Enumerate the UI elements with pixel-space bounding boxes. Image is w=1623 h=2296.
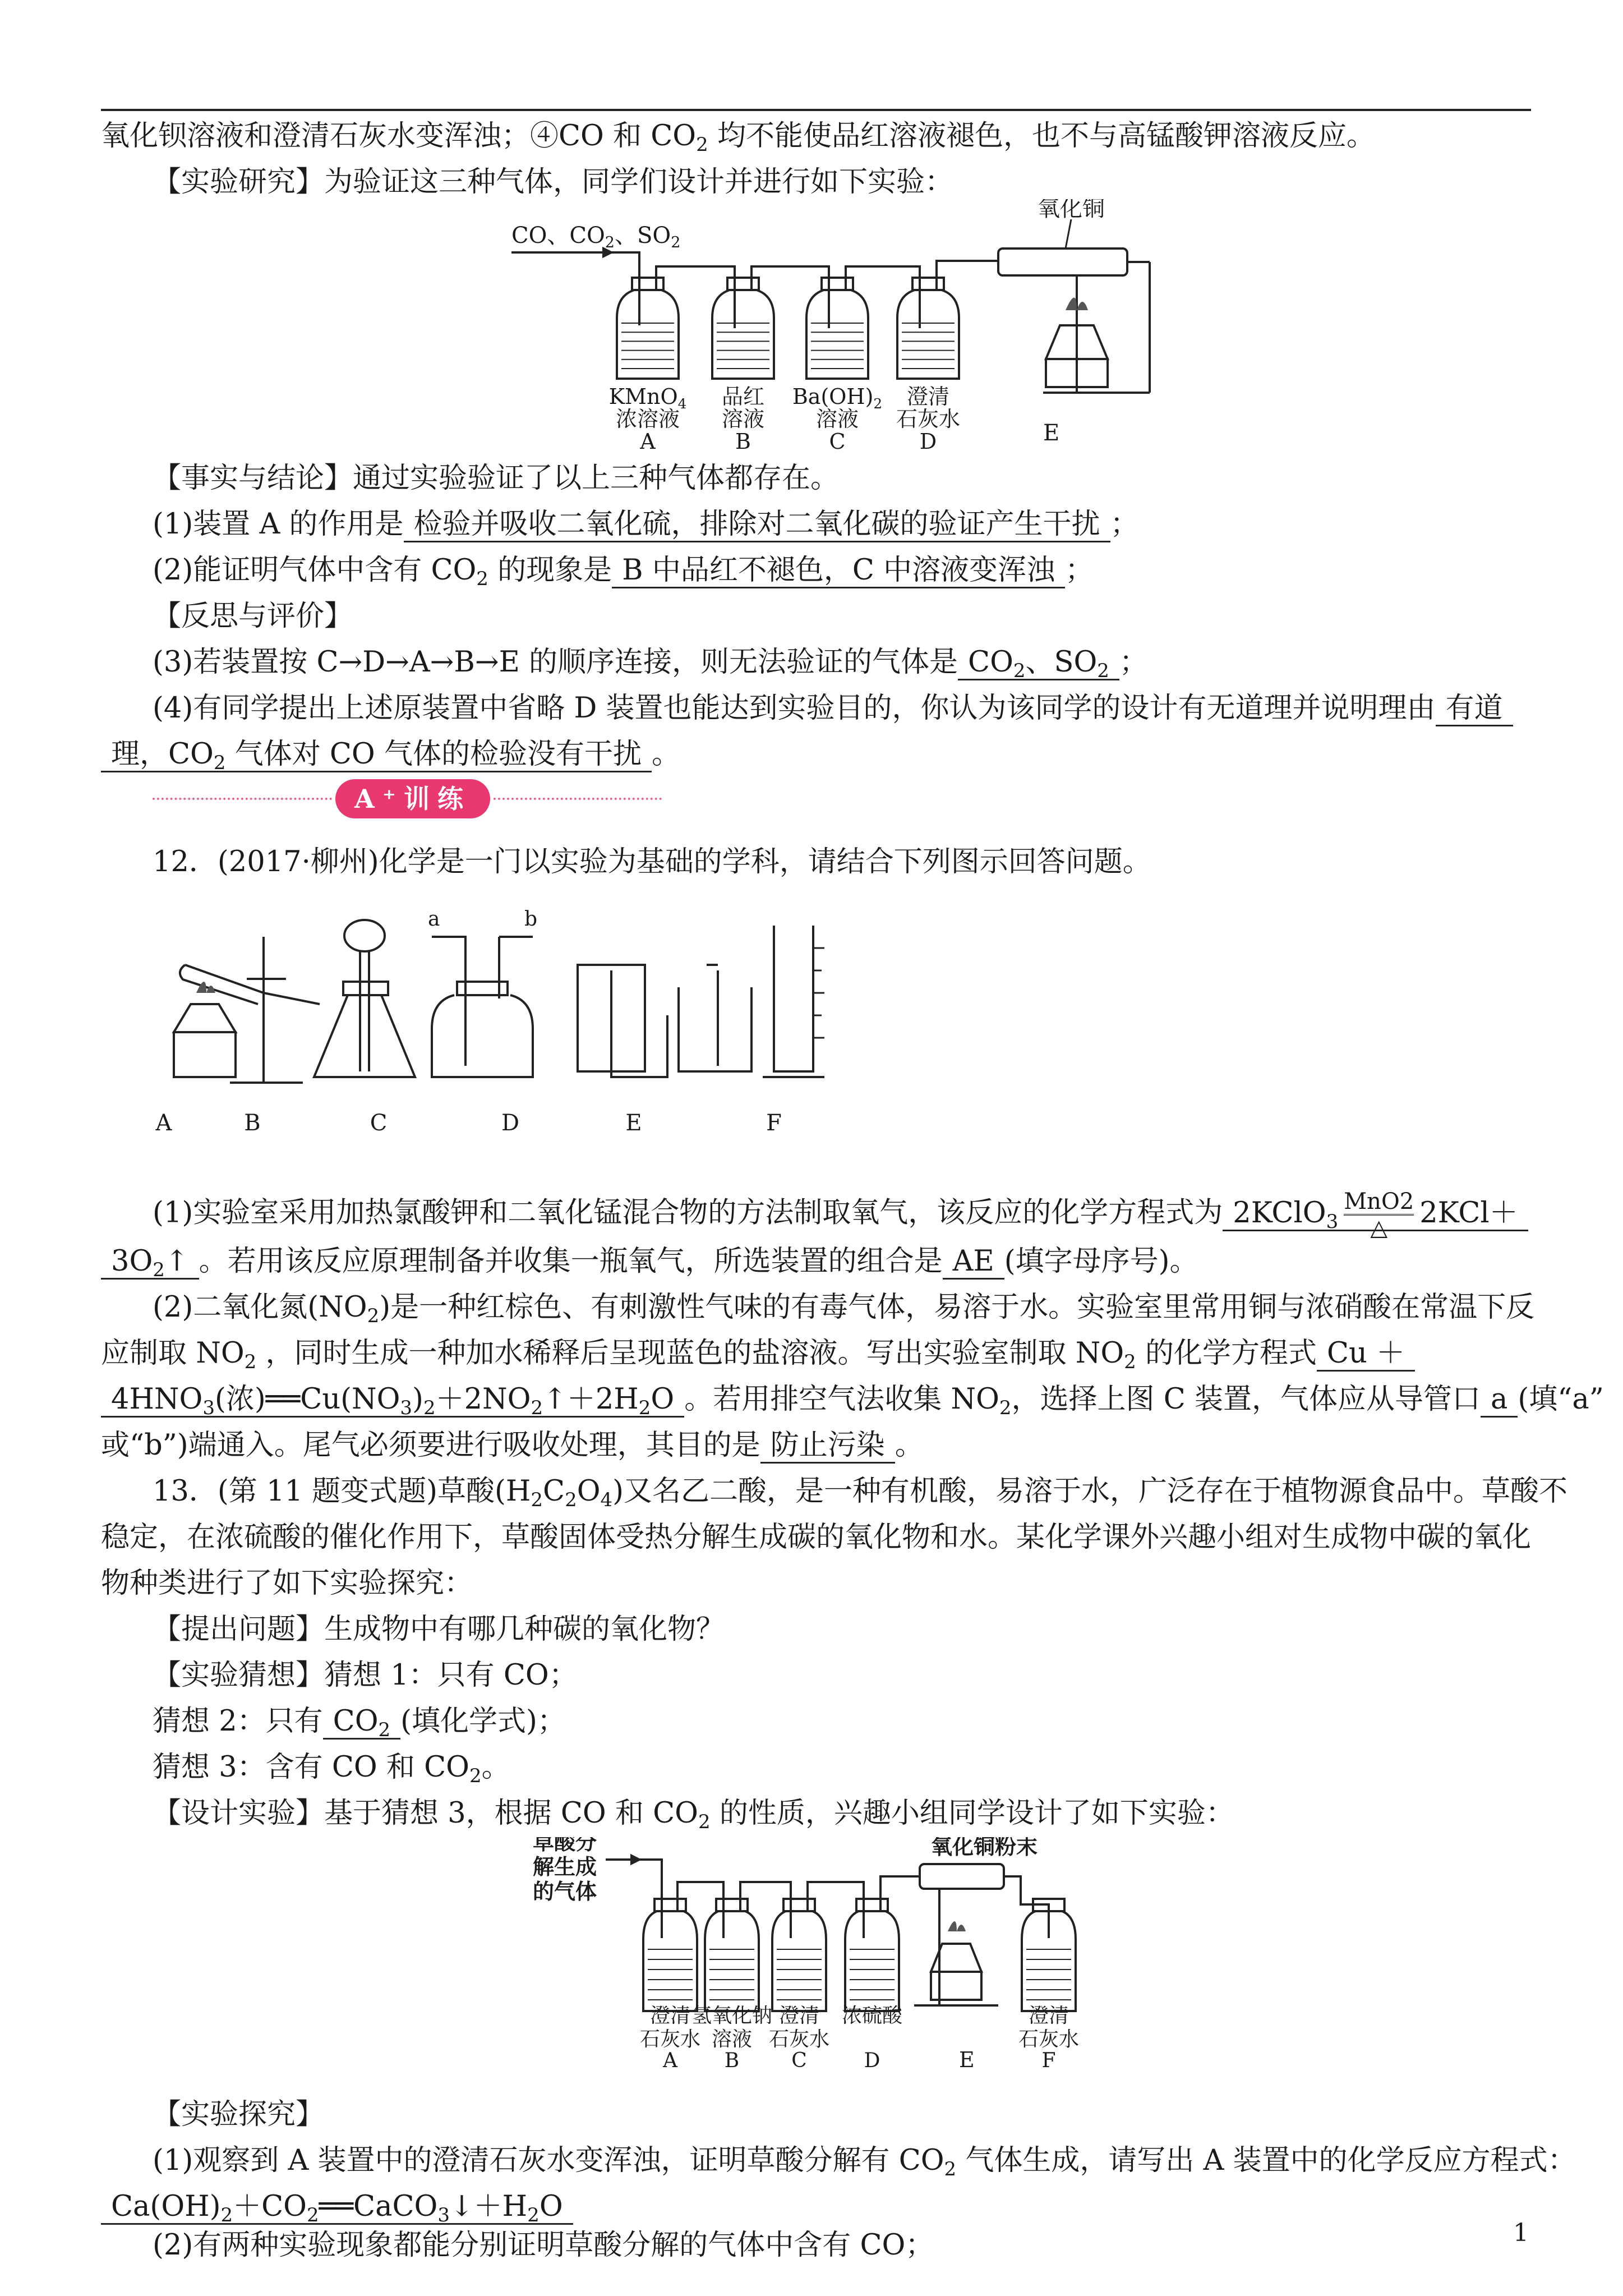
answer-3: $CO_2$、$SO_2$: [958, 646, 1119, 680]
fig-b-label: b: [524, 908, 538, 931]
answer-12-1c: AE: [943, 1245, 1004, 1280]
answer-4b: 理，$CO_2$ 气体对 CO 气体的检验没有干扰: [101, 738, 652, 772]
apparatus-C-label: C: [370, 1110, 388, 1136]
bottle-D: [845, 1899, 899, 2011]
q12-part1-cont: $3O_2↑$ 。若用该反应原理制备并收集一瓶氧气，所选装置的组合是 AE (填字母序号)。: [101, 1243, 1198, 1280]
q13-l3: 物种类进行了如下实验探究：: [101, 1567, 473, 1600]
q12-part2-l2: 应制取 $NO_2$ ，同时生成一种加水稀释后呈现蓝色的盐溶液。写出实验室制取 $NO_2$ 的化学方程式 Cu ＋: [101, 1335, 1415, 1372]
fig1-cuo-label: 氧化铜: [1038, 199, 1105, 222]
fig3-source-3: 的气体: [533, 1879, 597, 1904]
bottle-B: [712, 278, 774, 379]
bottle-A: [617, 278, 679, 379]
q12-part1: (1)实验室采用加热氯酸钾和二氧化锰混合物的方法制取氧气，该反应的化学方程式为 2KClO$_3$ $\frac{\text{MnO2}}{\triangle}$ 2KCl＋: [153, 1189, 1528, 1240]
figure-gas-apparatus: [505, 199, 1211, 457]
q11-part1: (1)装置 A 的作用是 检验并吸收二氧化硫，排除对二氧化碳的验证产生干扰 ；: [153, 506, 1139, 543]
answer-12-1b: $3O_2↑$: [101, 1245, 199, 1280]
q11-part2: (2)能证明气体中含有 $CO_2$ 的现象是 B 中品红不褪色，C 中溶液变浑浊 ；: [153, 554, 1094, 590]
bottle-B: [705, 1899, 759, 2011]
bottle-F-reagent-2: 石灰水: [1018, 2028, 1080, 2051]
bottle-A-reagent-2: 浓溶液: [615, 407, 680, 431]
apparatus-A-label: A: [155, 1110, 172, 1136]
bottle-C: [806, 278, 868, 379]
bottle-B-reagent: 品红: [721, 384, 765, 409]
q11-reflect: 【反思与评价】: [153, 600, 353, 633]
bottle-C-reagent: 澄清: [778, 2004, 820, 2027]
figure-lab-apparatus: [151, 903, 1105, 1139]
fig3-source-1: 草酸分: [533, 1837, 597, 1855]
q13-e1-answer: [101, 2188, 573, 2225]
fig3-source-2: 解生成: [533, 1854, 597, 1879]
q13-ask: 【提出问题】生成物中有哪几种碳的氧化物？: [153, 1613, 725, 1646]
bottle-D-reagent: 澄清: [906, 384, 950, 409]
fig1-e-label: E: [1043, 420, 1060, 446]
bottle-B-label: B: [735, 429, 751, 454]
fig1-gas-label: CO、$CO_2$、$SO_2$: [511, 223, 681, 251]
fig3-e-label: E: [959, 2047, 975, 2072]
apparatus-E-label: E: [625, 1110, 642, 1136]
q11-part4-cont: 理，$CO_2$ 气体对 CO 气体的检验没有干扰 。: [101, 736, 680, 773]
q13-explore: 【实验探究】: [153, 2098, 325, 2131]
bottle-A-label: A: [663, 2049, 677, 2072]
q11-part3: (3)若装置按 C→D→A→B→E 的顺序连接，则无法验证的气体是 $CO_2$、$SO_2$ ；: [153, 646, 1148, 682]
bottle-C-label: C: [791, 2049, 807, 2072]
answer-12-2c: a: [1481, 1383, 1518, 1418]
divider-right: [494, 798, 662, 800]
bottle-C-reagent-2: 石灰水: [768, 2028, 830, 2051]
bottle-A-reagent: KMnO$_4$: [608, 384, 687, 412]
answer-12-2d: 防止污染: [760, 1429, 895, 1464]
q11-part4: (4)有同学提出上述原装置中省略 D 装置也能达到实验目的，你认为该同学的设计有无道理并说明理由 有道: [153, 690, 1513, 727]
header-rule: [101, 109, 1531, 111]
bottle-F-reagent: 澄清: [1028, 2004, 1069, 2027]
q12-part2-l4: 或“b”)端通入。尾气必须要进行吸收处理，其目的是 防止污染 。: [101, 1427, 924, 1464]
q13-e2: (2)有两种实验现象都能分别证明草酸分解的气体中含有 CO；: [153, 2229, 934, 2262]
answer-12-1a: 2KClO$_3$ $\frac{\text{MnO2}}{\triangle}$ 2KCl＋: [1223, 1197, 1528, 1231]
bottle-A-reagent: 澄清: [649, 2004, 691, 2027]
reaction-condition: $\frac{\text{MnO2}}{\triangle}$: [1344, 1189, 1414, 1241]
q12-part2-l1: (2)二氧化氮$(NO_2)$是一种红棕色、有刺激性气味的有毒气体，易溶于水。实验室里常用铜与浓硝酸在常温下反: [153, 1291, 1535, 1327]
answer-13-guess: $CO_2$: [323, 1705, 400, 1740]
bottle-D: [897, 278, 959, 379]
q11-research: 【实验研究】为验证这三种气体，同学们设计并进行如下实验：: [153, 165, 954, 199]
answer-12-2a: Cu ＋: [1317, 1337, 1415, 1372]
q13-design: 【设计实验】基于猜想 3，根据 CO 和 $CO_2$ 的性质，兴趣小组同学设计了如下实验：: [153, 1797, 1234, 1833]
q11-line1: 氧化钡溶液和澄清石灰水变浑浊；④CO 和 $CO_2$ 均不能使品红溶液褪色，也不与高锰酸钾溶液反应。: [101, 119, 1375, 156]
q11-fact: 【事实与结论】通过实验验证了以上三种气体都存在。: [153, 462, 840, 495]
section-badge: A⁺训练: [335, 779, 490, 818]
bottle-D-reagent: 浓硫酸: [841, 2004, 903, 2027]
apparatus-D-label: D: [501, 1110, 520, 1136]
bottle-B-reagent-2: 溶液: [711, 2028, 753, 2051]
bottle-C: [772, 1899, 826, 2011]
bottle-A-reagent-2: 石灰水: [639, 2028, 701, 2051]
bottle-B-reagent: 氢氧化钠: [691, 2004, 773, 2027]
q13-e1: (1)观察到 A 装置中的澄清石灰水变浑浊，证明草酸分解有 $CO_2$ 气体生成，请写出 A 装置中的化学反应方程式：: [153, 2144, 1576, 2180]
fig-a-label: a: [428, 908, 440, 931]
apparatus-F-label: F: [766, 1110, 782, 1136]
bottle-C-reagent: $Ba(OH)_2$: [792, 384, 883, 412]
bottle-D-label: D: [864, 2049, 880, 2072]
bottle-A: [643, 1899, 697, 2011]
answer-12-2b: $4HNO_3$(浓)$══Cu(NO_3)_2+2NO_2↑+2H_2O$: [101, 1383, 684, 1418]
answer-1: 检验并吸收二氧化硫，排除对二氧化碳的验证产生干扰: [404, 508, 1110, 542]
bottle-C-reagent-2: 溶液: [815, 407, 859, 431]
bottle-B-reagent-2: 溶液: [721, 407, 765, 431]
figure-oxalic-apparatus: [527, 1837, 1166, 2084]
q13-l1: 13．(第 11 题变式题)草酸$(H_2C_2O_4)$又名乙二酸，是一种有机酸，易溶于水，广泛存在于植物源食品中。草酸不: [153, 1475, 1568, 1511]
q13-l2: 稳定，在浓硫酸的催化作用下，草酸固体受热分解生成碳的氧化物和水。某化学课外兴趣小组对生成物中碳的氧化: [101, 1521, 1532, 1554]
answer-13-1: $Ca(OH)_2+CO_2══CaCO_3↓+H_2O$: [101, 2190, 573, 2225]
bottle-D-label: D: [919, 429, 937, 454]
bottle-C-label: C: [829, 429, 846, 454]
page-number: 1: [1513, 2219, 1529, 2247]
bottle-B-label: B: [724, 2049, 740, 2072]
q12-stem: 12．(2017·柳州)化学是一门以实验为基础的学科，请结合下列图示回答问题。: [153, 845, 1151, 878]
answer-4a: 有道: [1436, 692, 1513, 726]
divider-left: [153, 798, 332, 800]
bottle-F-label: F: [1041, 2049, 1056, 2072]
q13-guess3: 猜想 3：含有 CO 和 $CO_2$。: [153, 1751, 510, 1787]
bottle-D-reagent-2: 石灰水: [896, 407, 961, 431]
fig3-cuo-label: 氧化铜粉末: [931, 1837, 1038, 1859]
answer-2: B 中品红不褪色，C 中溶液变浑浊: [612, 554, 1065, 588]
bottle-A-label: A: [640, 429, 656, 454]
q13-guess2: 猜想 2：只有 $CO_2$ (填化学式)；: [153, 1705, 566, 1741]
q12-part2-l3: $4HNO_3$(浓)$══Cu(NO_3)_2+2NO_2↑+2H_2O$ 。若用排空气法收集 $NO_2$，选择上图 C 装置，气体应从导管口 a (填“a”: [101, 1381, 1604, 1418]
apparatus-B-label: B: [244, 1110, 261, 1136]
q13-guess1: 【实验猜想】猜想 1：只有 CO；: [153, 1659, 578, 1692]
